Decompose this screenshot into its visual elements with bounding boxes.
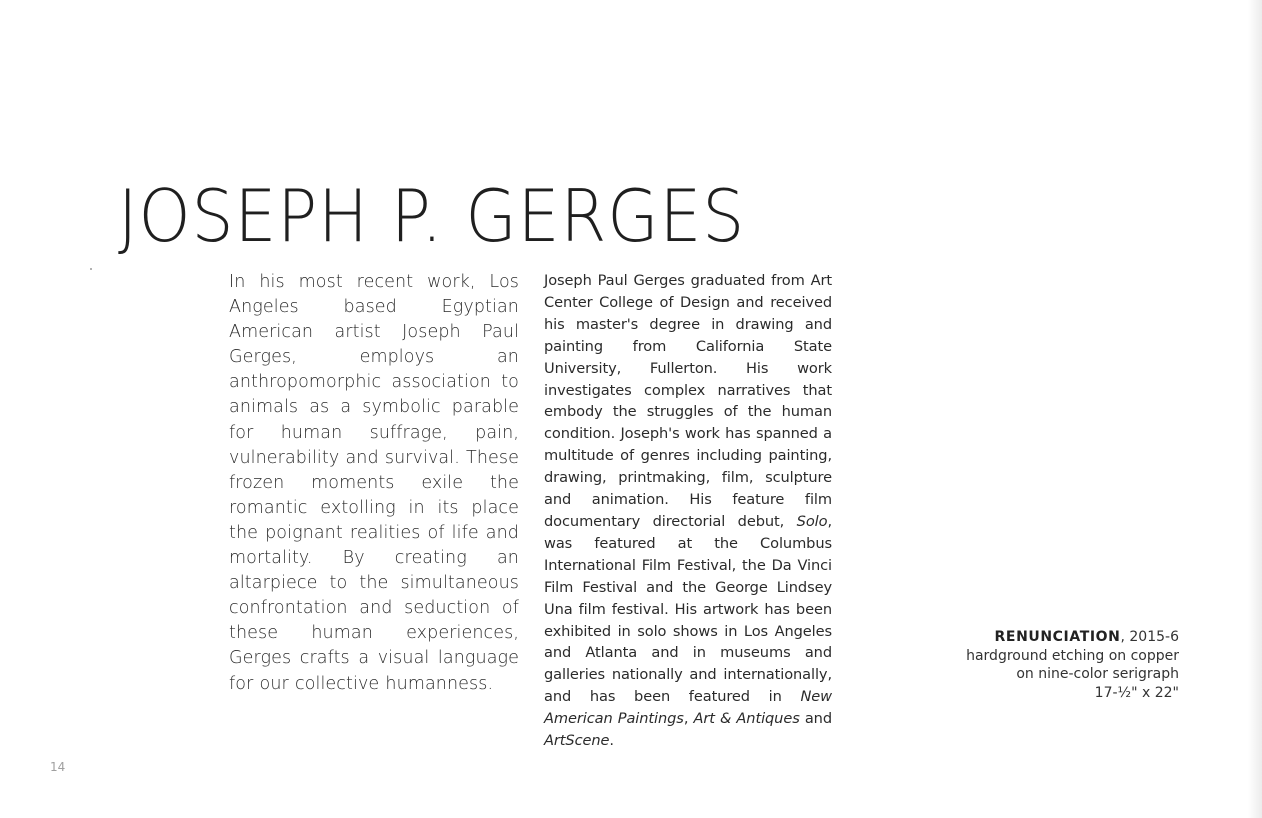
artist-statement-text: In his most recent work, Los Angeles based Egyptian American artist Joseph Paul Gerges, employs an anthropomorphic association to animals as a symbolic parable for human suffrage, pain, vulnerability and survival. These frozen moments exile the romantic extolling in its place the poignant realities of life and mortality. By creating an altarpiece to the simultaneous confrontation and seduction of these human experiences, Gerges crafts a visual language for our collective humanness. xyxy=(229,272,519,694)
artwork-dimensions: 17-½" x 22" xyxy=(1094,684,1179,701)
artwork-year: , 2015-6 xyxy=(1120,629,1179,645)
bio-text-end: . xyxy=(609,732,614,750)
bio-text-part-2: , was featured at the Columbus International Film Festival, the Da Vinci Film Festival and the George Lindsey Una film festival. His artwork has been exhibited in solo shows in Los Angeles and Atlanta and in museums and galleries nationally and internationally, and has been featured in xyxy=(544,512,832,706)
page-number: 14 xyxy=(50,760,66,774)
artist-name-heading: JOSEPH P. GERGES xyxy=(118,174,746,258)
bio-text-part-3: and xyxy=(799,710,832,728)
artwork-medium-line-1: hardground etching on copper xyxy=(966,647,1179,664)
artwork-medium-line-2: on nine-color serigraph xyxy=(1016,666,1179,682)
artwork-title-line xyxy=(919,628,1179,647)
bio-text-part-1: Joseph Paul Gerges graduated from Art Center College of Design and received his master's degree in drawing and painting from California State University, Fullerton. His work investigates complex narratives that embody the struggles of the human condition. Joseph's work has spanned a multitude of genres including painting, drawing, printmaking, film, sculpture and animation. His feature film documentary directorial debut, xyxy=(544,272,832,530)
film-title: Solo xyxy=(796,512,828,530)
publication-title: ArtScene xyxy=(544,732,610,750)
artwork-title: RENUNCIATION xyxy=(994,629,1121,645)
artist-biography-text xyxy=(544,270,832,752)
paper-speck xyxy=(90,268,92,270)
artist-biography-column xyxy=(544,270,832,752)
page-edge-shadow xyxy=(1248,0,1262,818)
publication-title: New American Paintings xyxy=(544,688,832,728)
artwork-caption xyxy=(919,628,1179,702)
artist-statement-column xyxy=(229,270,519,697)
bio-separator: , xyxy=(683,710,694,728)
publication-title: Art & Antiques xyxy=(693,710,800,728)
